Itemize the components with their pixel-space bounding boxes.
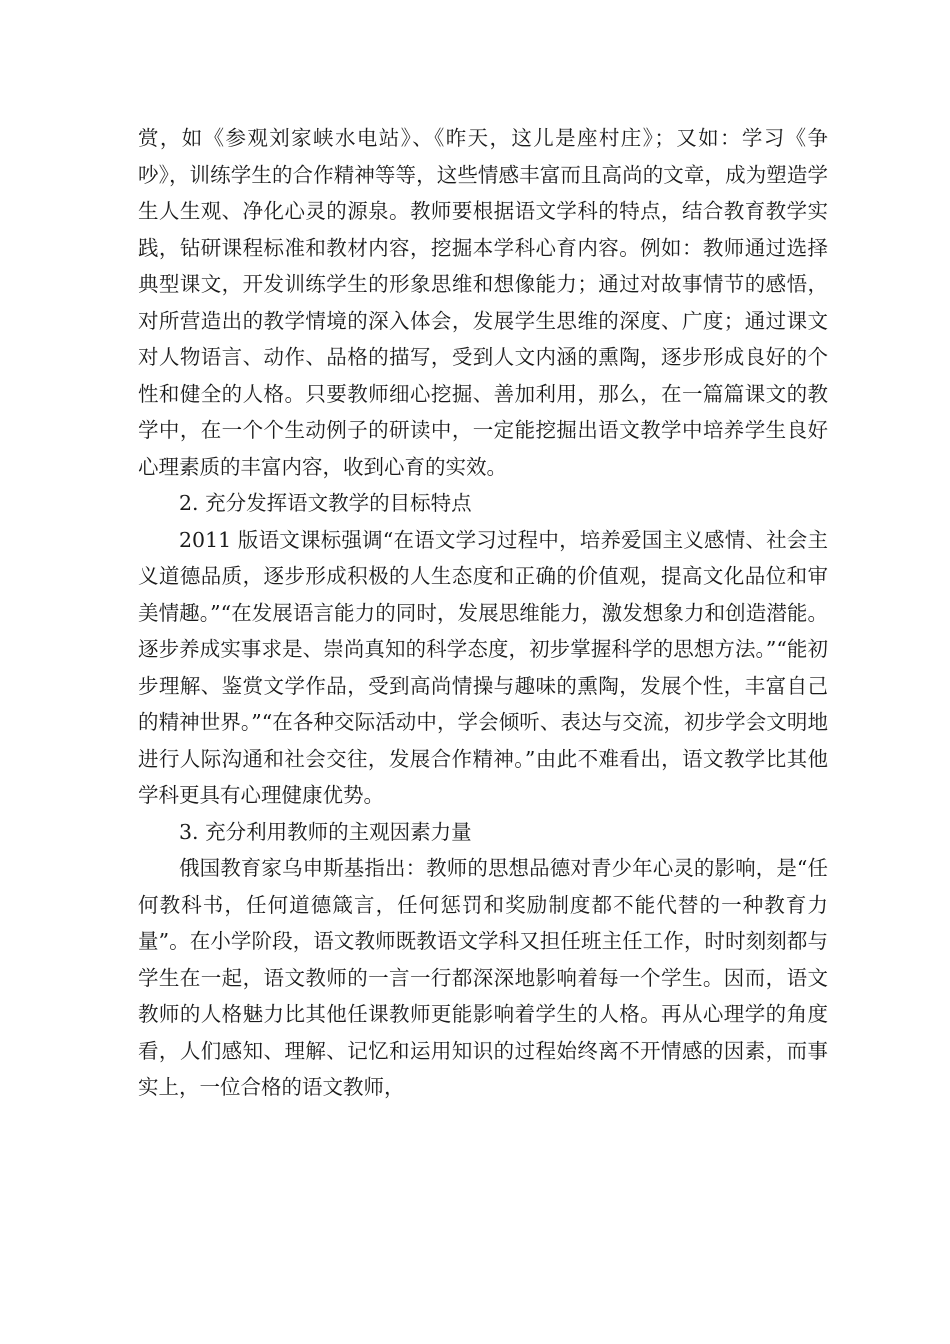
- section-heading: 2. 充分发挥语文教学的目标特点: [179, 491, 472, 515]
- document-page: [138, 120, 828, 1106]
- body-paragraph: 赏，如《参观刘家峡水电站》、《昨天，这儿是座村庄》；又如：学习《争吵》，训练学生的合作精神等等，这些情感丰富而且高尚的文章，成为塑造学生人生观、净化心灵的源泉。教师要根据语文学科的特点，结合教育教学实践，钻研课程标准和教材内容，挖掘本学科心育内容。例如：教师通过选择典型课文，开发训练学生的形象思维和想像能力；通过对故事情节的感悟，对所营造出的教学情境的深入体会，发展学生思维的深度、广度；通过课文对人物语言、动作、品格的描写，受到人文内涵的熏陶，逐步形成良好的个性和健全的人格。只要教师细心挖掘、善加利用，那么，在一篇篇课文的教学中，在一个个生动例子的研读中，一定能挖掘出语文教学中培养学生良好心理素质的丰富内容，收到心育的实效。: [138, 126, 828, 479]
- section-heading: 3. 充分利用教师的主观因素力量: [179, 819, 472, 844]
- body-paragraph: 2011 版语文课标强调“在语文学习过程中，培养爱国主义感情、社会主义道德品质，逐步形成积极的人生态度和正确的价值观，提高文化品位和审美情趣。”“在发展语言能力的同时，发展思维能力，激发想象力和创造潜能。逐步养成实事求是、崇尚真知的科学态度，初步掌握科学的思想方法。”“能初步理解、鉴赏文学作品，受到高尚情操与趣味的熏陶，发展个性，丰富自己的精神世界。”“在各种交际活动中，学会倾听、表达与交流，初步学会文明地进行人际沟通和社会交往，发展合作精神。”由此不难看出，语文教学比其他学科更具有心理健康优势。: [138, 527, 828, 807]
- body-paragraph: 俄国教育家乌申斯基指出：教师的思想品德对青少年心灵的影响，是“任何教科书，任何道德箴言，任何惩罚和奖励制度都不能代替的一种教育力量”。在小学阶段，语文教师既教语文学科又担任班主任工作，时时刻刻都与学生在一起，语文教师的一言一行都深深地影响着每一个学生。因而，语文教师的人格魅力比其他任课教师更能影响着学生的人格。再从心理学的角度看，人们感知、理解、记忆和运用知识的过程始终离不开情感的因素，而事实上，一位合格的语文教师，: [138, 856, 828, 1099]
